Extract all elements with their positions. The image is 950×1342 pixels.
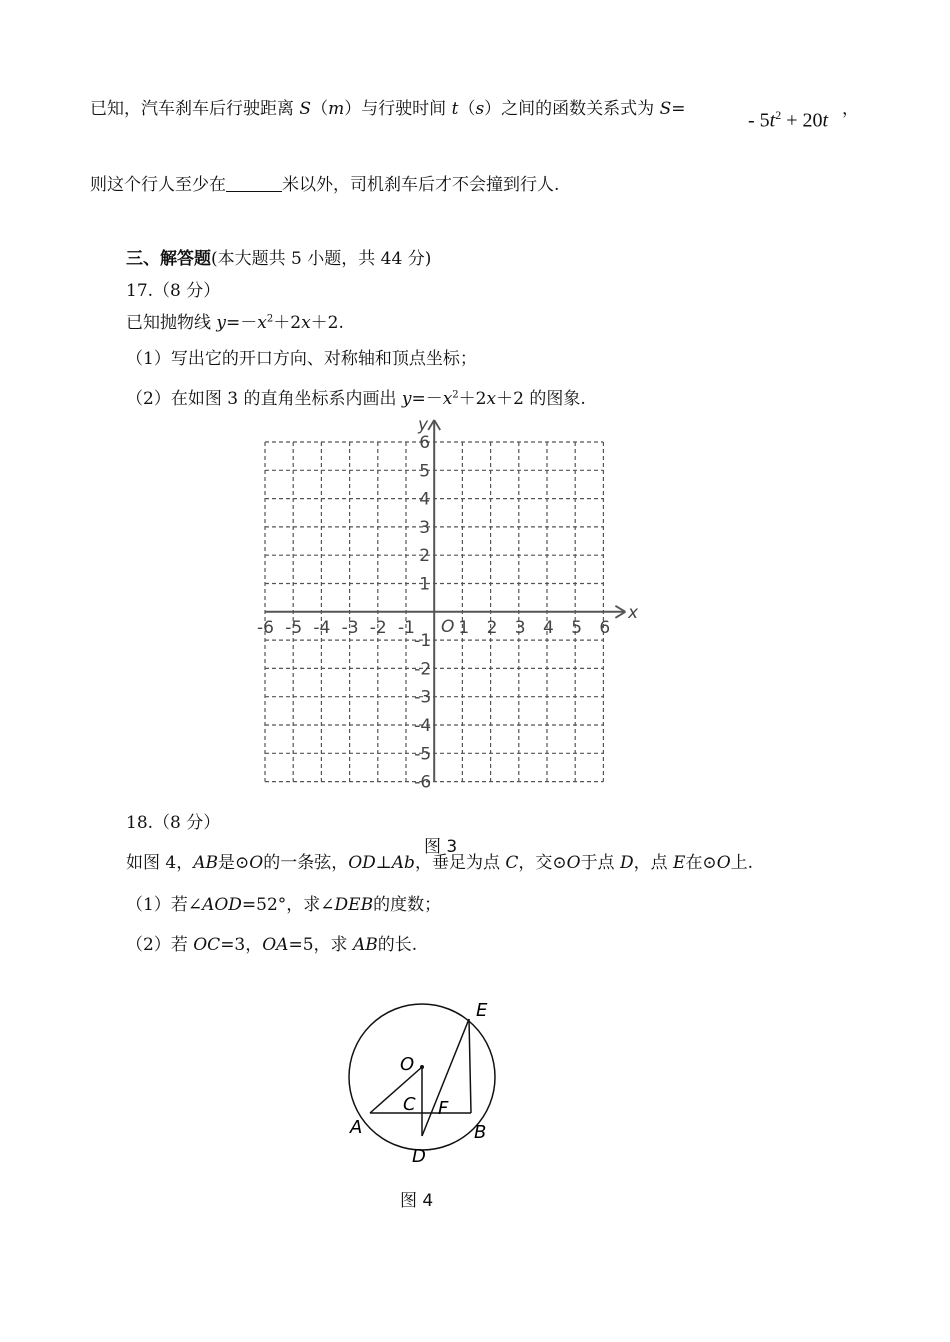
segment-eb bbox=[469, 1019, 471, 1113]
problem16-line1: 已知，汽车刹车后行驶距离 S（m）与行驶时间 t（s）之间的函数关系式为 S= bbox=[90, 99, 686, 119]
text-segment: O bbox=[566, 853, 581, 873]
origin-label: O bbox=[441, 617, 455, 637]
text-segment: AB bbox=[352, 935, 378, 955]
text-segment: ，垂足为点 bbox=[414, 853, 506, 873]
y-tick-label: -3 bbox=[414, 687, 432, 708]
x-tick-label: -6 bbox=[257, 617, 274, 638]
label-e: E bbox=[476, 1000, 488, 1021]
text-segment: 于点 bbox=[580, 853, 620, 873]
y-tick-label: 2 bbox=[419, 546, 431, 567]
text-segment: AB bbox=[193, 853, 219, 873]
text-segment: 如图 4， bbox=[126, 853, 194, 873]
q18-part1-text bbox=[126, 895, 441, 915]
text-segment: Ab bbox=[391, 853, 415, 873]
point-o bbox=[420, 1065, 424, 1069]
text-segment: AOD bbox=[202, 895, 242, 915]
text-segment: OA bbox=[262, 935, 289, 955]
text-segment: 的长. bbox=[377, 935, 418, 955]
q18-part1 bbox=[126, 890, 441, 915]
y-tick-label: 6 bbox=[419, 433, 431, 453]
text-segment: ⊥ bbox=[375, 853, 392, 873]
x-tick-label: -5 bbox=[285, 617, 303, 638]
text-segment: OD bbox=[348, 853, 376, 873]
x-tick-label: -4 bbox=[313, 617, 331, 638]
q18-number: 18.（8 分） bbox=[126, 813, 221, 833]
y-tick-label: 5 bbox=[419, 461, 431, 482]
distance-formula: - $5t^2 + 20t$ bbox=[748, 108, 829, 132]
text-segment: E bbox=[673, 853, 686, 873]
y-tick-label: -4 bbox=[414, 716, 432, 736]
label-c: C bbox=[403, 1094, 416, 1115]
text-segment: =5，求 bbox=[288, 935, 353, 955]
text-segment: D bbox=[619, 853, 634, 873]
text-segment: 上. bbox=[730, 853, 754, 873]
text-segment: （2）若 bbox=[126, 935, 194, 955]
text-segment: OC bbox=[193, 935, 221, 955]
label-o: O bbox=[400, 1054, 415, 1075]
axes bbox=[265, 420, 625, 782]
x-tick-label: -2 bbox=[369, 617, 387, 638]
text-segment: （1）若∠ bbox=[126, 895, 203, 915]
x-tick-label: 5 bbox=[571, 617, 583, 638]
q17-part1: （1）写出它的开口方向、对称轴和顶点坐标； bbox=[126, 349, 477, 369]
label-a: A bbox=[350, 1117, 363, 1138]
text-segment: 的一条弦， bbox=[263, 853, 349, 873]
text-segment: O bbox=[716, 853, 731, 873]
circle-figure bbox=[330, 990, 530, 1170]
label-b: B bbox=[474, 1122, 487, 1143]
text-segment: =52°，求∠ bbox=[241, 895, 335, 915]
y-tick-label: 1 bbox=[419, 574, 431, 595]
problem16-line2: 则这个行人至少在 米以外，司机刹车后才不会撞到行人. bbox=[90, 175, 560, 195]
text-segment: ，点 bbox=[633, 853, 674, 873]
label-d: D bbox=[412, 1146, 426, 1167]
q17-statement: 已知抛物线 $y=-x^2+2x+2$. bbox=[126, 313, 344, 333]
coordinate-grid bbox=[250, 412, 650, 802]
fig3-caption: 图 3 bbox=[424, 837, 458, 857]
x-tick-label: -1 bbox=[398, 617, 415, 638]
text-segment: 的度数； bbox=[373, 895, 442, 915]
var-S: S bbox=[299, 99, 312, 119]
y-tick-label: -6 bbox=[414, 772, 432, 793]
x-tick-label: 3 bbox=[514, 617, 526, 638]
text-segment: =3， bbox=[220, 935, 263, 955]
q18-part2-text bbox=[126, 935, 417, 955]
text-segment: DEB bbox=[334, 895, 374, 915]
q17-part2: （2）在如图 3 的直角坐标系内画出 $y=-x^2+2x+2$ 的图象. bbox=[126, 389, 586, 409]
y-tick-label: -5 bbox=[414, 744, 432, 765]
x-tick-label: 4 bbox=[543, 617, 554, 638]
x-tick-label: 6 bbox=[599, 617, 611, 638]
y-tick-label: 4 bbox=[419, 489, 431, 510]
text-segment: C bbox=[505, 853, 519, 873]
text-segment: 在⊙ bbox=[685, 853, 717, 873]
text-segment: ，交⊙ bbox=[518, 853, 567, 873]
x-tick-label: 2 bbox=[486, 617, 498, 638]
q17-number: 17.（8 分） bbox=[126, 281, 221, 301]
answer-blank[interactable] bbox=[226, 173, 282, 192]
label-f: F bbox=[438, 1098, 449, 1119]
q18-statement bbox=[126, 848, 753, 873]
section-heading: 三、解答题(本大题共 5 小题，共 44 分) bbox=[126, 249, 432, 269]
text-segment: O bbox=[249, 853, 264, 873]
text-segment: 是⊙ bbox=[218, 853, 250, 873]
x-tick-label: 1 bbox=[458, 617, 470, 638]
x-tick-label: -3 bbox=[341, 617, 359, 638]
problem16-comma: ， bbox=[842, 99, 859, 119]
y-tick-label: -2 bbox=[414, 659, 432, 680]
q18-part2 bbox=[126, 930, 417, 955]
y-tick-label: -1 bbox=[414, 631, 432, 652]
q18-statement-text bbox=[126, 853, 753, 873]
y-axis-label: y bbox=[418, 415, 429, 435]
y-tick-label: 3 bbox=[419, 517, 431, 538]
x-axis-label: x bbox=[628, 603, 639, 623]
fig4-caption: 图 4 bbox=[400, 1191, 434, 1211]
